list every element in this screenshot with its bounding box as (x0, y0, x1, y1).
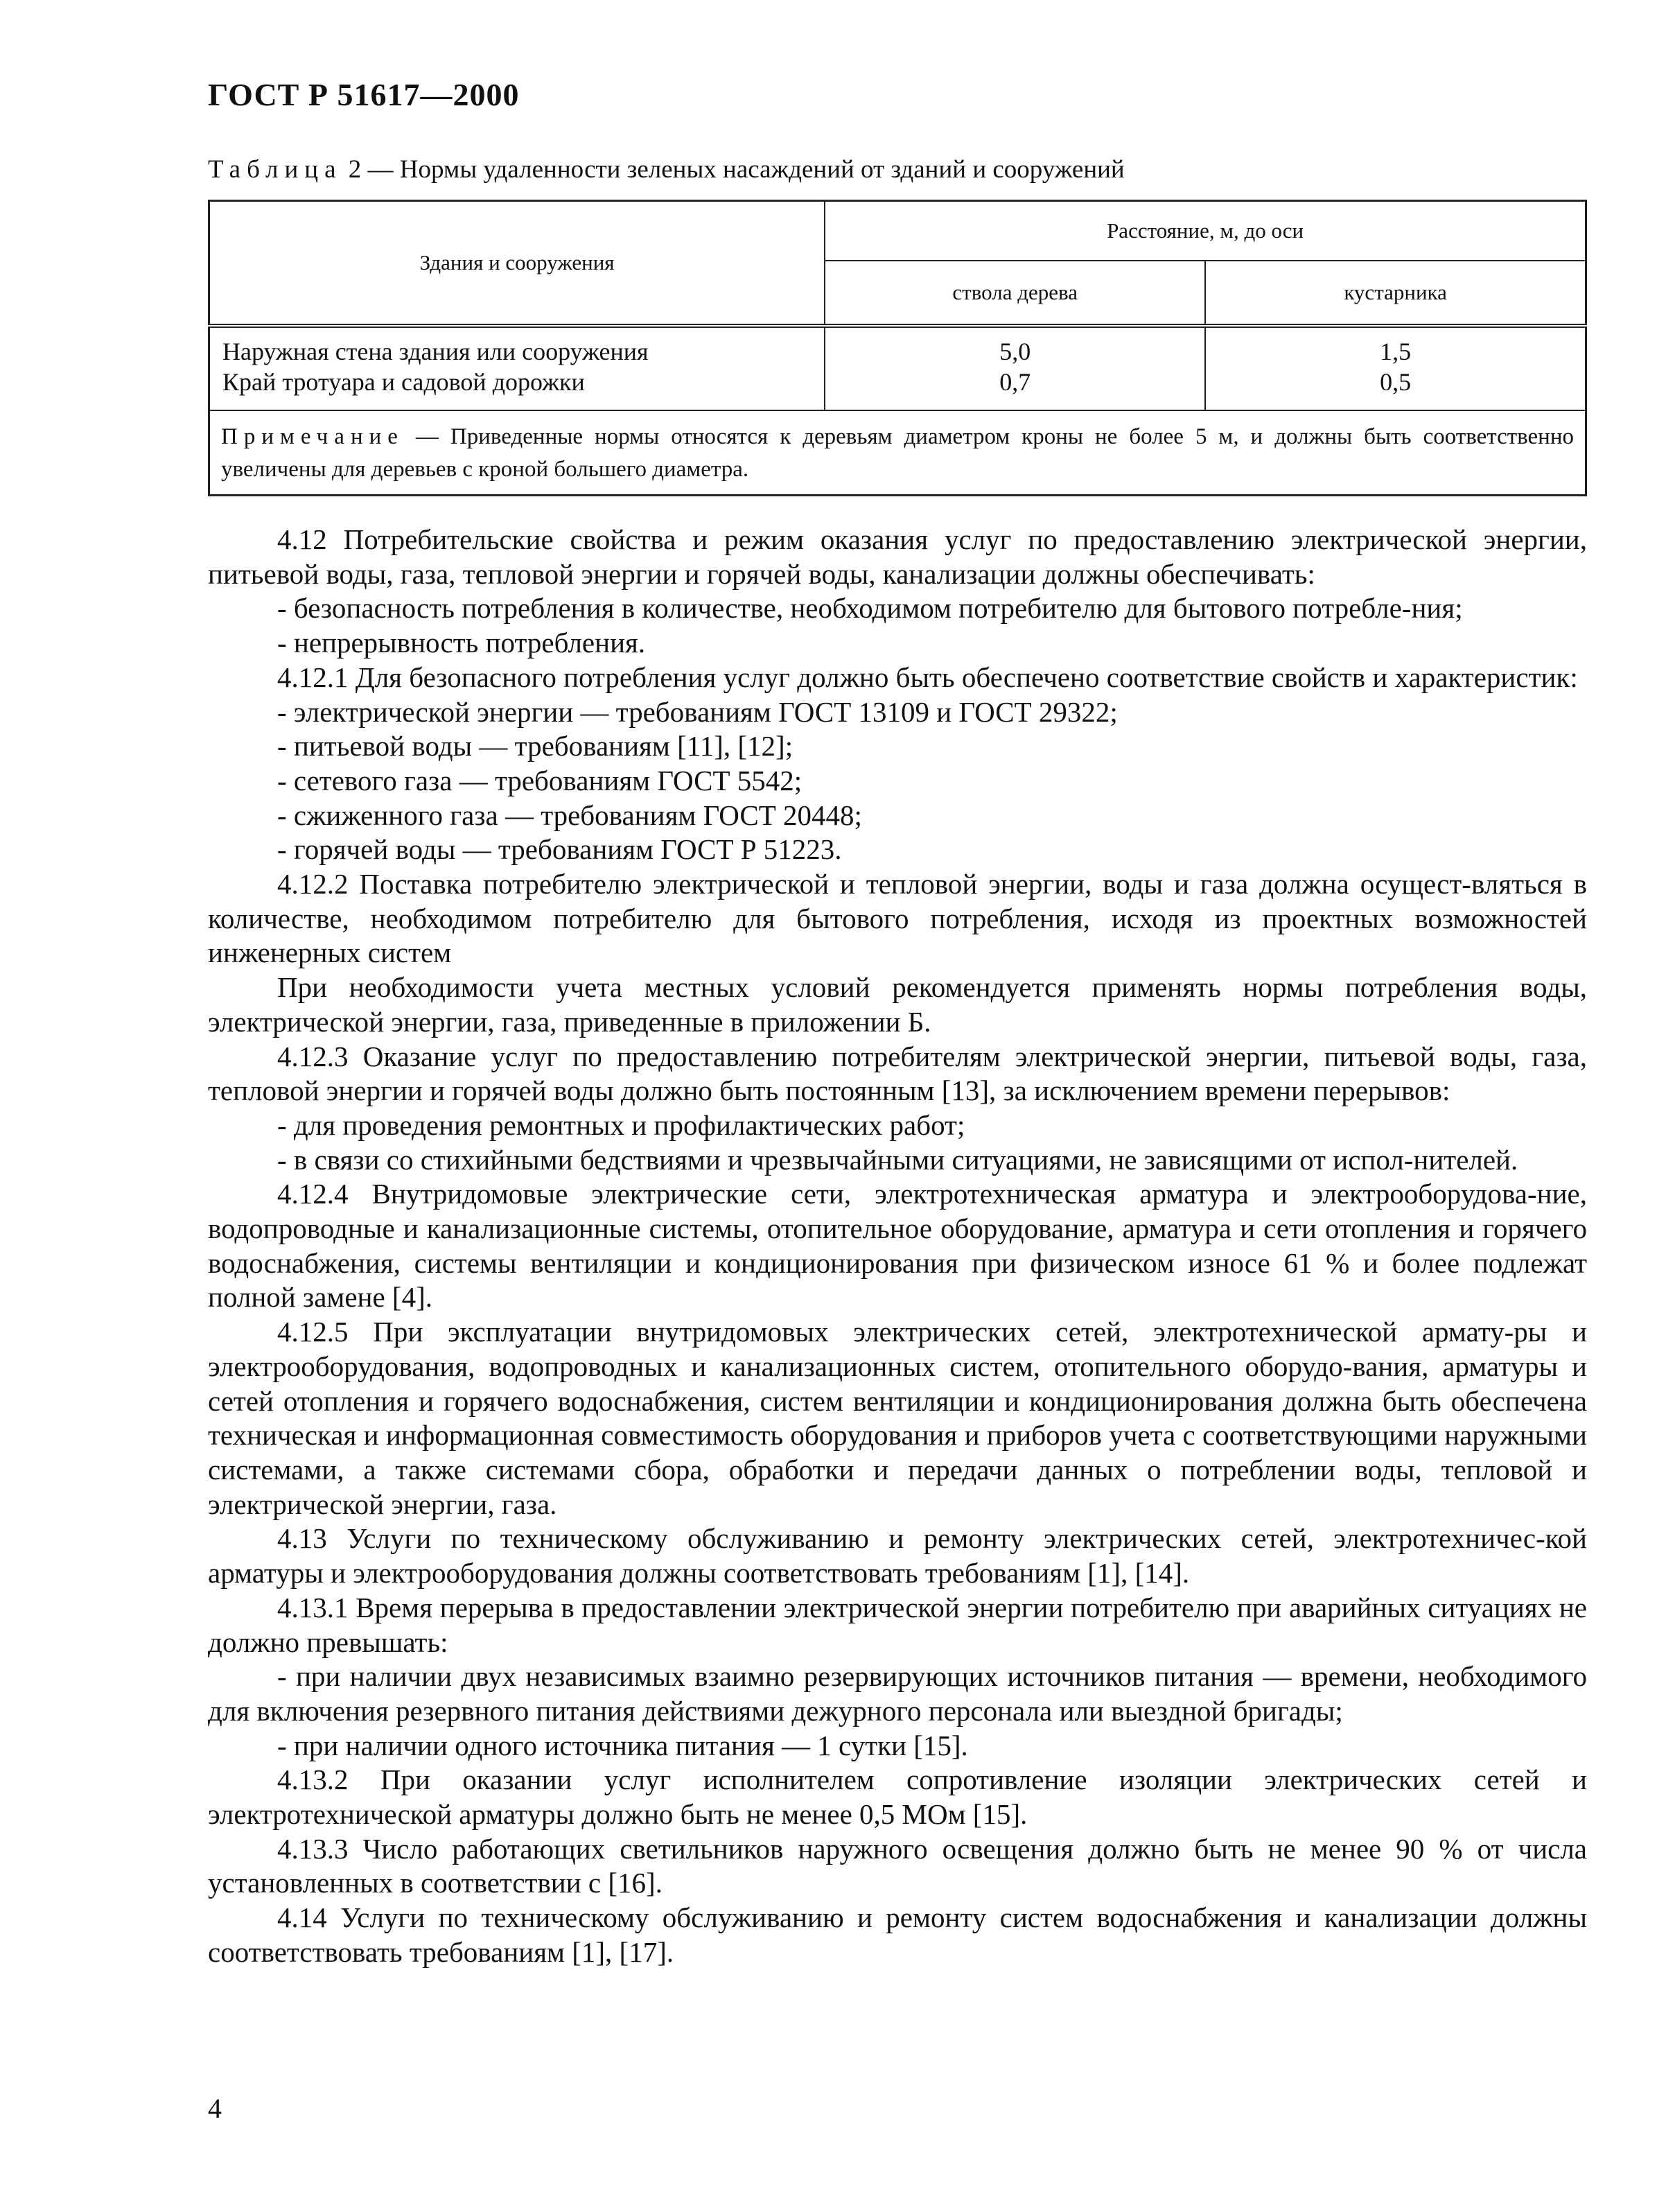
note-text: — Приведенные нормы относятся к деревьям диаметром кроны не более 5 м, и должны быть соответственно увеличены для деревьев с кроной большего диаметра. (221, 424, 1574, 482)
paragraph: 4.12.1 Для безопасного потребления услуг должно быть обеспечено соответствие свойств и характеристик: (277, 661, 1578, 693)
trunk-value: 0,7 (999, 368, 1031, 396)
list-item: - безопасность потребления в количестве, необходимом потребителю для бытового потребле-ния; (277, 592, 1463, 625)
table-cell-trunk-values (825, 326, 1205, 410)
list-item: - сетевого газа — требованиям ГОСТ 5542; (277, 764, 803, 796)
column-header-buildings: Здания и сооружения (209, 201, 825, 326)
column-header-trunk: ствола дерева (825, 261, 1205, 326)
table-caption (208, 155, 1587, 184)
list-item: - сжиженного газа — требованиям ГОСТ 20448; (277, 799, 862, 831)
row-name: Наружная стена здания или сооружения (222, 338, 649, 365)
table-note-row (209, 410, 1586, 496)
table-row (209, 326, 1586, 410)
document-page (208, 76, 1587, 1970)
table-cell-names (209, 326, 825, 410)
table-caption-text: 2 — Нормы удаленности зеленых насаждений от зданий и сооружений (342, 155, 1125, 184)
list-item: - при наличии двух независимых взаимно резервирующих источников питания — времени, необходимого для включения резервного питания действиями дежурного персонала или выездной бригады; (208, 1660, 1587, 1727)
column-header-distance: Расстояние, м, до оси (825, 201, 1586, 261)
table-caption-label: Таблица (208, 155, 342, 184)
paragraph: 4.12 Потребительские свойства и режим оказания услуг по предоставлению электрической энергии, питьевой воды, газа, тепловой энергии и горячей воды, канализации должны обеспечивать: (208, 523, 1587, 590)
norms-table (208, 200, 1587, 496)
paragraph: 4.13.1 Время перерыва в предоставлении электрической энергии потребителю при аварийных ситуациях не должно превышать: (208, 1591, 1587, 1658)
paragraph: 4.12.3 Оказание услуг по предоставлению потребителям электрической энергии, питьевой воды, газа, тепловой энергии и горячей воды должно быть постоянным [13], за исключением времени перерывов: (208, 1040, 1587, 1107)
paragraph: 4.13.3 Число работающих светильников наружного освещения должно быть не менее 90 % от числа установленных в соответствии с [16]. (208, 1832, 1587, 1899)
list-item: - непрерывность потребления. (277, 627, 646, 659)
table-note (209, 410, 1586, 496)
column-header-shrub: кустарника (1205, 261, 1586, 326)
list-item: - питьевой воды — требованиям [11], [12]; (277, 730, 793, 763)
note-label: Примечание (221, 424, 404, 449)
shrub-value: 0,5 (1380, 368, 1412, 396)
list-item: - при наличии одного источника питания — 1 сутки [15]. (277, 1729, 968, 1761)
paragraph: При необходимости учета местных условий рекомендуется применять нормы потребления воды, электрической энергии, газа, приведенные в приложении Б. (208, 971, 1587, 1038)
trunk-value: 5,0 (999, 338, 1031, 365)
row-name: Край тротуара и садовой дорожки (222, 368, 585, 396)
page-header-standard-number: ГОСТ Р 51617—2000 (208, 77, 520, 112)
table-header-row (209, 201, 1586, 261)
paragraph: 4.14 Услуги по техническому обслуживанию и ремонту систем водоснабжения и канализации должны соответствовать требованиям [1], [17]. (208, 1901, 1587, 1968)
shrub-value: 1,5 (1380, 338, 1412, 365)
paragraph: 4.13 Услуги по техническому обслуживанию и ремонту электрических сетей, электротехничес-кой арматуры и электрооборудования должны соответствовать требованиям [1], [14]. (208, 1522, 1587, 1590)
paragraph: 4.13.2 При оказании услуг исполнителем сопротивление изоляции электрических сетей и электротехнической арматуры должно быть не менее 0,5 МОм [15]. (208, 1763, 1587, 1831)
paragraph: 4.12.5 При эксплуатации внутридомовых электрических сетей, электротехнической армату-ры и электрооборудования, водопроводных и канализационных систем, отопительного оборудо-вания, арматуры и сетей отопления и горячего водоснабжения, систем вентиляции и кондиционирования должна быть обеспечена техническая и информационная совместимость оборудования и приборов учета с соответствующими наружными системами, а также системами сбора, обработки и передачи данных о потреблении воды, тепловой и электрической энергии, газа. (208, 1316, 1587, 1520)
list-item: - электрической энергии — требованиям ГОСТ 13109 и ГОСТ 29322; (277, 695, 1118, 728)
list-item: - для проведения ремонтных и профилактических работ; (277, 1108, 965, 1141)
paragraph: 4.12.2 Поставка потребителю электрической и тепловой энергии, воды и газа должна осущест-вляться в количестве, необходимом потребителю для бытового потребления, исходя из проектных возможностей инженерных систем (208, 868, 1587, 969)
list-item: - горячей воды — требованиям ГОСТ Р 51223. (277, 833, 842, 866)
paragraph: 4.12.4 Внутридомовые электрические сети, электротехническая арматура и электрооборудова-ние, водопроводные и канализационные системы, отопительное оборудование, арматура и сети отопления и горячего водоснабжения, системы вентиляции и кондиционирования при физическом износе 61 % и более подлежат полной замене [4]. (208, 1178, 1587, 1314)
page-number: 4 (208, 2093, 222, 2124)
body-text (208, 523, 1587, 1970)
list-item: - в связи со стихийными бедствиями и чрезвычайными ситуациями, не зависящими от испол-нителей. (277, 1143, 1518, 1176)
table-cell-shrub-values (1205, 326, 1586, 410)
